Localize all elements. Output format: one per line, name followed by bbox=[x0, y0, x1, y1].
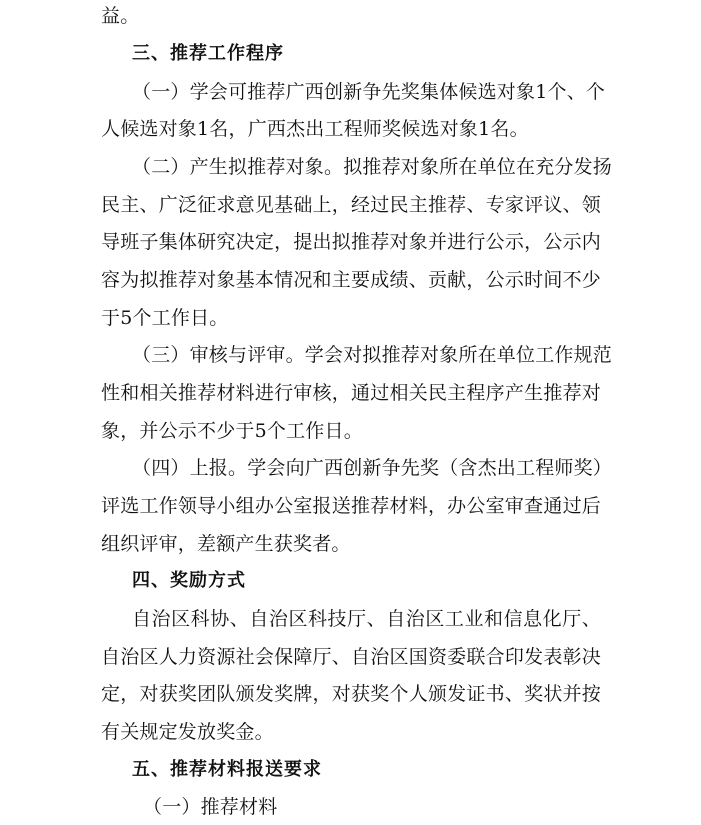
section-heading-4: 四、奖励方式 bbox=[132, 570, 246, 591]
text-line: 组织评审，差额产生获奖者。 bbox=[101, 533, 351, 555]
text-line: （二）产生拟推荐对象。拟推荐对象所在单位在充分发扬 bbox=[132, 156, 613, 178]
text-line: 自治区人力资源社会保障厅、自治区国资委联合印发表彰决 bbox=[101, 646, 601, 668]
text-line: 性和相关推荐材料进行审核，通过相关民主程序产生推荐对 bbox=[101, 382, 601, 404]
text-line: （一）推荐材料 bbox=[143, 796, 278, 818]
text-line: 容为拟推荐对象基本情况和主要成绩、贡献，公示时间不少 bbox=[101, 269, 601, 291]
text-line: 自治区科协、自治区科技厅、自治区工业和信息化厅、 bbox=[132, 608, 601, 630]
section-heading-5: 五、推荐材料报送要求 bbox=[132, 759, 322, 780]
text-line: 益。 bbox=[101, 5, 140, 27]
text-line: 有关规定发放奖金。 bbox=[101, 721, 274, 743]
text-line: 于5个工作日。 bbox=[101, 307, 229, 329]
text-line: 定，对获奖团队颁发奖牌，对获奖个人颁发证书、奖状并按 bbox=[101, 683, 601, 705]
text-line: （四）上报。学会向广西创新争先奖（含杰出工程师奖） bbox=[132, 457, 613, 479]
text-line: 人候选对象1名，广西杰出工程师奖候选对象1名。 bbox=[101, 118, 529, 140]
text-line: 评选工作领导小组办公室报送推荐材料，办公室审查通过后 bbox=[101, 495, 601, 517]
text-line: （一）学会可推荐广西创新争先奖集体候选对象1个、个 bbox=[132, 81, 606, 103]
text-line: 民主、广泛征求意见基础上，经过民主推荐、专家评议、领 bbox=[101, 194, 601, 216]
text-line: 象，并公示不少于5个工作日。 bbox=[101, 420, 363, 442]
section-heading-3: 三、推荐工作程序 bbox=[132, 43, 284, 64]
text-line: 导班子集体研究决定，提出拟推荐对象并进行公示，公示内 bbox=[101, 231, 601, 253]
text-line: （三）审核与评审。学会对拟推荐对象所在单位工作规范 bbox=[132, 344, 613, 366]
